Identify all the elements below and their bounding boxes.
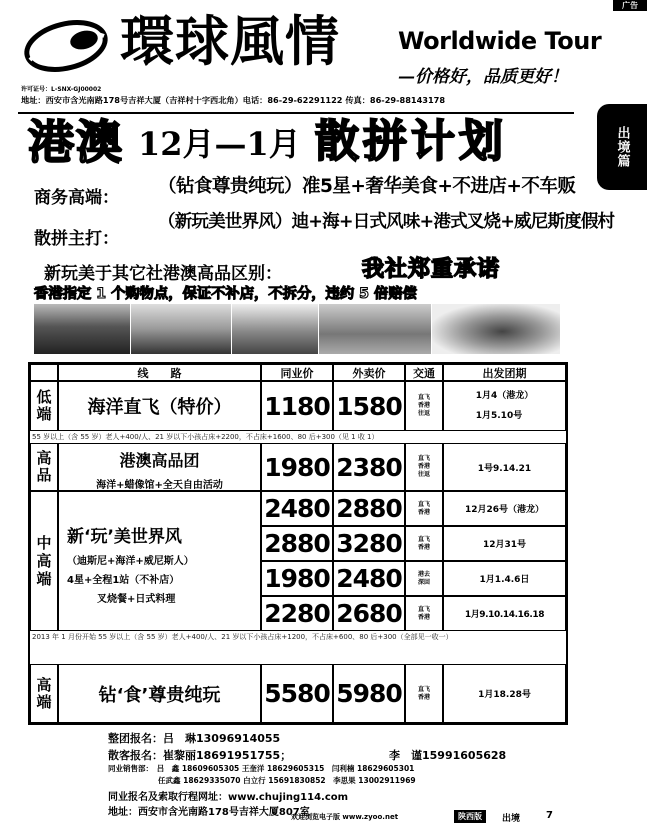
trade-price: 1980 — [261, 443, 333, 491]
difference-label: 新玩美于其它社港澳高品区别： — [44, 264, 282, 284]
ad-label: 广告 — [613, 0, 647, 11]
promo-text-business: （钻食尊贵纯玩）准5星+奢华美食+不进店+不车贩 — [158, 176, 576, 197]
office-address: 地址：西安市含光南路178号吉祥大厦807室 — [108, 807, 310, 818]
transport: 直飞 香港 往返 — [405, 381, 443, 431]
photo-street — [131, 304, 231, 354]
divider — [18, 112, 574, 114]
retail-price: 2880 — [333, 491, 405, 526]
sales-contacts-2: 任武鑫 18629335070 白立行 15691830852 李思果 13002911969 — [158, 776, 416, 785]
category-high-end: 高端 — [30, 664, 58, 723]
promo-label-business: 商务高端： — [34, 188, 119, 208]
route-hk-macau-premium — [58, 443, 261, 491]
route-title: 新‘玩’美世界风 — [67, 527, 182, 547]
photo-harbour — [232, 304, 318, 354]
contact-group: 整团报名：吕 琳13096914055 — [108, 732, 281, 745]
headline-period: 12月—1月 — [138, 125, 301, 163]
brand-name: 環球風情 — [120, 10, 340, 73]
departure-dates: 1月18.28号 — [443, 664, 566, 723]
retail-price: 3280 — [333, 526, 405, 561]
route-subtitle: 海洋+蜡像馆+全天自由活动 — [96, 480, 223, 491]
route-diamond-food: 钻‘食’尊贵纯玩 — [58, 664, 261, 723]
departure-dates: 1月9.10.14.16.18 — [443, 596, 566, 631]
surcharge-note: 55 岁以上（含 55 岁）老人+400/人、21 岁以下小孩占床+2200，不占床+1600、80 后+300（见 1 收 1） — [32, 433, 379, 441]
transport: 直飞 香港 — [405, 596, 443, 631]
company-address: 地址：西安市含光南路178号吉祥大厦（吉祥村十字西北角）电话：86-29-62291122 传真：86-29-88143178 — [21, 95, 446, 105]
route-meal-info: 叉烧餐+日式料理 — [97, 594, 176, 605]
category-low-end: 低端 — [30, 381, 58, 431]
surcharge-note: 2013 年 1 月份开始 55 岁以上（含 55 岁）老人+400/人、21 岁以下小孩占床+1200，不占床+600、80 后+300（全部见一收一） — [32, 633, 453, 641]
header-transport: 交通 — [405, 364, 443, 381]
contact-individual-a: 散客报名：崔黎丽18691951755； — [108, 749, 292, 762]
transport: 港去 深回 — [405, 561, 443, 596]
trade-price: 2280 — [261, 596, 333, 631]
difference-promise: 我社郑重承诺 — [362, 257, 501, 282]
photo-resort — [319, 304, 431, 354]
promo-text-group: （新玩美世界风）迪+海+日式风味+港式叉烧+威尼斯度假村 — [158, 212, 615, 232]
transport: 直飞 香港 往返 — [405, 443, 443, 491]
trade-price: 5580 — [261, 664, 333, 723]
contact-individual-b: 李 谨15991605628 — [389, 749, 507, 762]
route-subtitle: （迪斯尼+海洋+威尼斯人） — [67, 556, 194, 567]
headline-label: 散拼计划 — [315, 116, 507, 167]
sales-contacts-1: 同业销售部： 吕 鑫 18609605305 王奎洋 18629605315 闫利楠 18629605301 — [108, 764, 415, 773]
edition-badge: 陕西版 — [454, 810, 486, 823]
departure-dates: 1号9.14.21 — [443, 443, 566, 491]
transport: 直飞 香港 — [405, 526, 443, 561]
route-ocean-direct: 海洋直飞（特价） — [58, 381, 261, 431]
retail-price: 2380 — [333, 443, 405, 491]
headline-place: 港澳 — [28, 115, 124, 169]
route-hotel-info: 4星+全程1站（不补店） — [67, 575, 180, 586]
retail-price: 2680 — [333, 596, 405, 631]
shopping-guarantee: 香港指定 1 个购物点，保证不补店，不拆分，违约 5 倍赔偿 — [34, 286, 417, 302]
departure-dates: 12月31号 — [443, 526, 566, 561]
category-high-quality: 高品 — [30, 443, 58, 491]
trade-price: 1180 — [261, 381, 333, 431]
header-trade-price: 同业价 — [261, 364, 333, 381]
header-category — [30, 364, 58, 381]
trade-price: 2880 — [261, 526, 333, 561]
transport: 直飞 香港 — [405, 664, 443, 723]
page-number: 7 — [546, 810, 553, 821]
brand-slogan: —价格好，品质更好！ — [398, 67, 568, 87]
route-new-world-fun — [58, 491, 261, 631]
promo-label-group: 散拼主打： — [34, 229, 119, 249]
departure-dates: 1月1.4.6日 — [443, 561, 566, 596]
departure-dates: 12月26号（港龙） — [443, 491, 566, 526]
footer-section: 出境 — [502, 814, 521, 824]
transport: 直飞 香港 — [405, 491, 443, 526]
retail-price: 2480 — [333, 561, 405, 596]
trade-price: 1980 — [261, 561, 333, 596]
photo-mall — [34, 304, 130, 354]
license-number: 许可证号：L-SNX-GJ00002 — [21, 86, 102, 93]
section-tab: 出境篇 — [597, 104, 647, 190]
footer-website[interactable]: 欢迎浏览电子版 www.zyoo.net — [291, 813, 399, 821]
header-dates: 出发团期 — [443, 364, 566, 381]
header-route: 线 路 — [58, 364, 261, 381]
globe-logo-icon — [20, 16, 112, 82]
photo-food — [432, 304, 560, 354]
category-mid-high-end: 中高端 — [30, 491, 58, 631]
route-title: 港澳高品团 — [119, 451, 200, 470]
website[interactable]: 同业报名及索取行程网址：www.chujing114.com — [108, 792, 349, 803]
trade-price: 2480 — [261, 491, 333, 526]
departure-dates: 1月4（港龙） 1月5.10号 — [443, 381, 566, 431]
brand-name-english: Worldwide Tour — [398, 27, 602, 55]
retail-price: 5980 — [333, 664, 405, 723]
retail-price: 1580 — [333, 381, 405, 431]
header-retail-price: 外卖价 — [333, 364, 405, 381]
